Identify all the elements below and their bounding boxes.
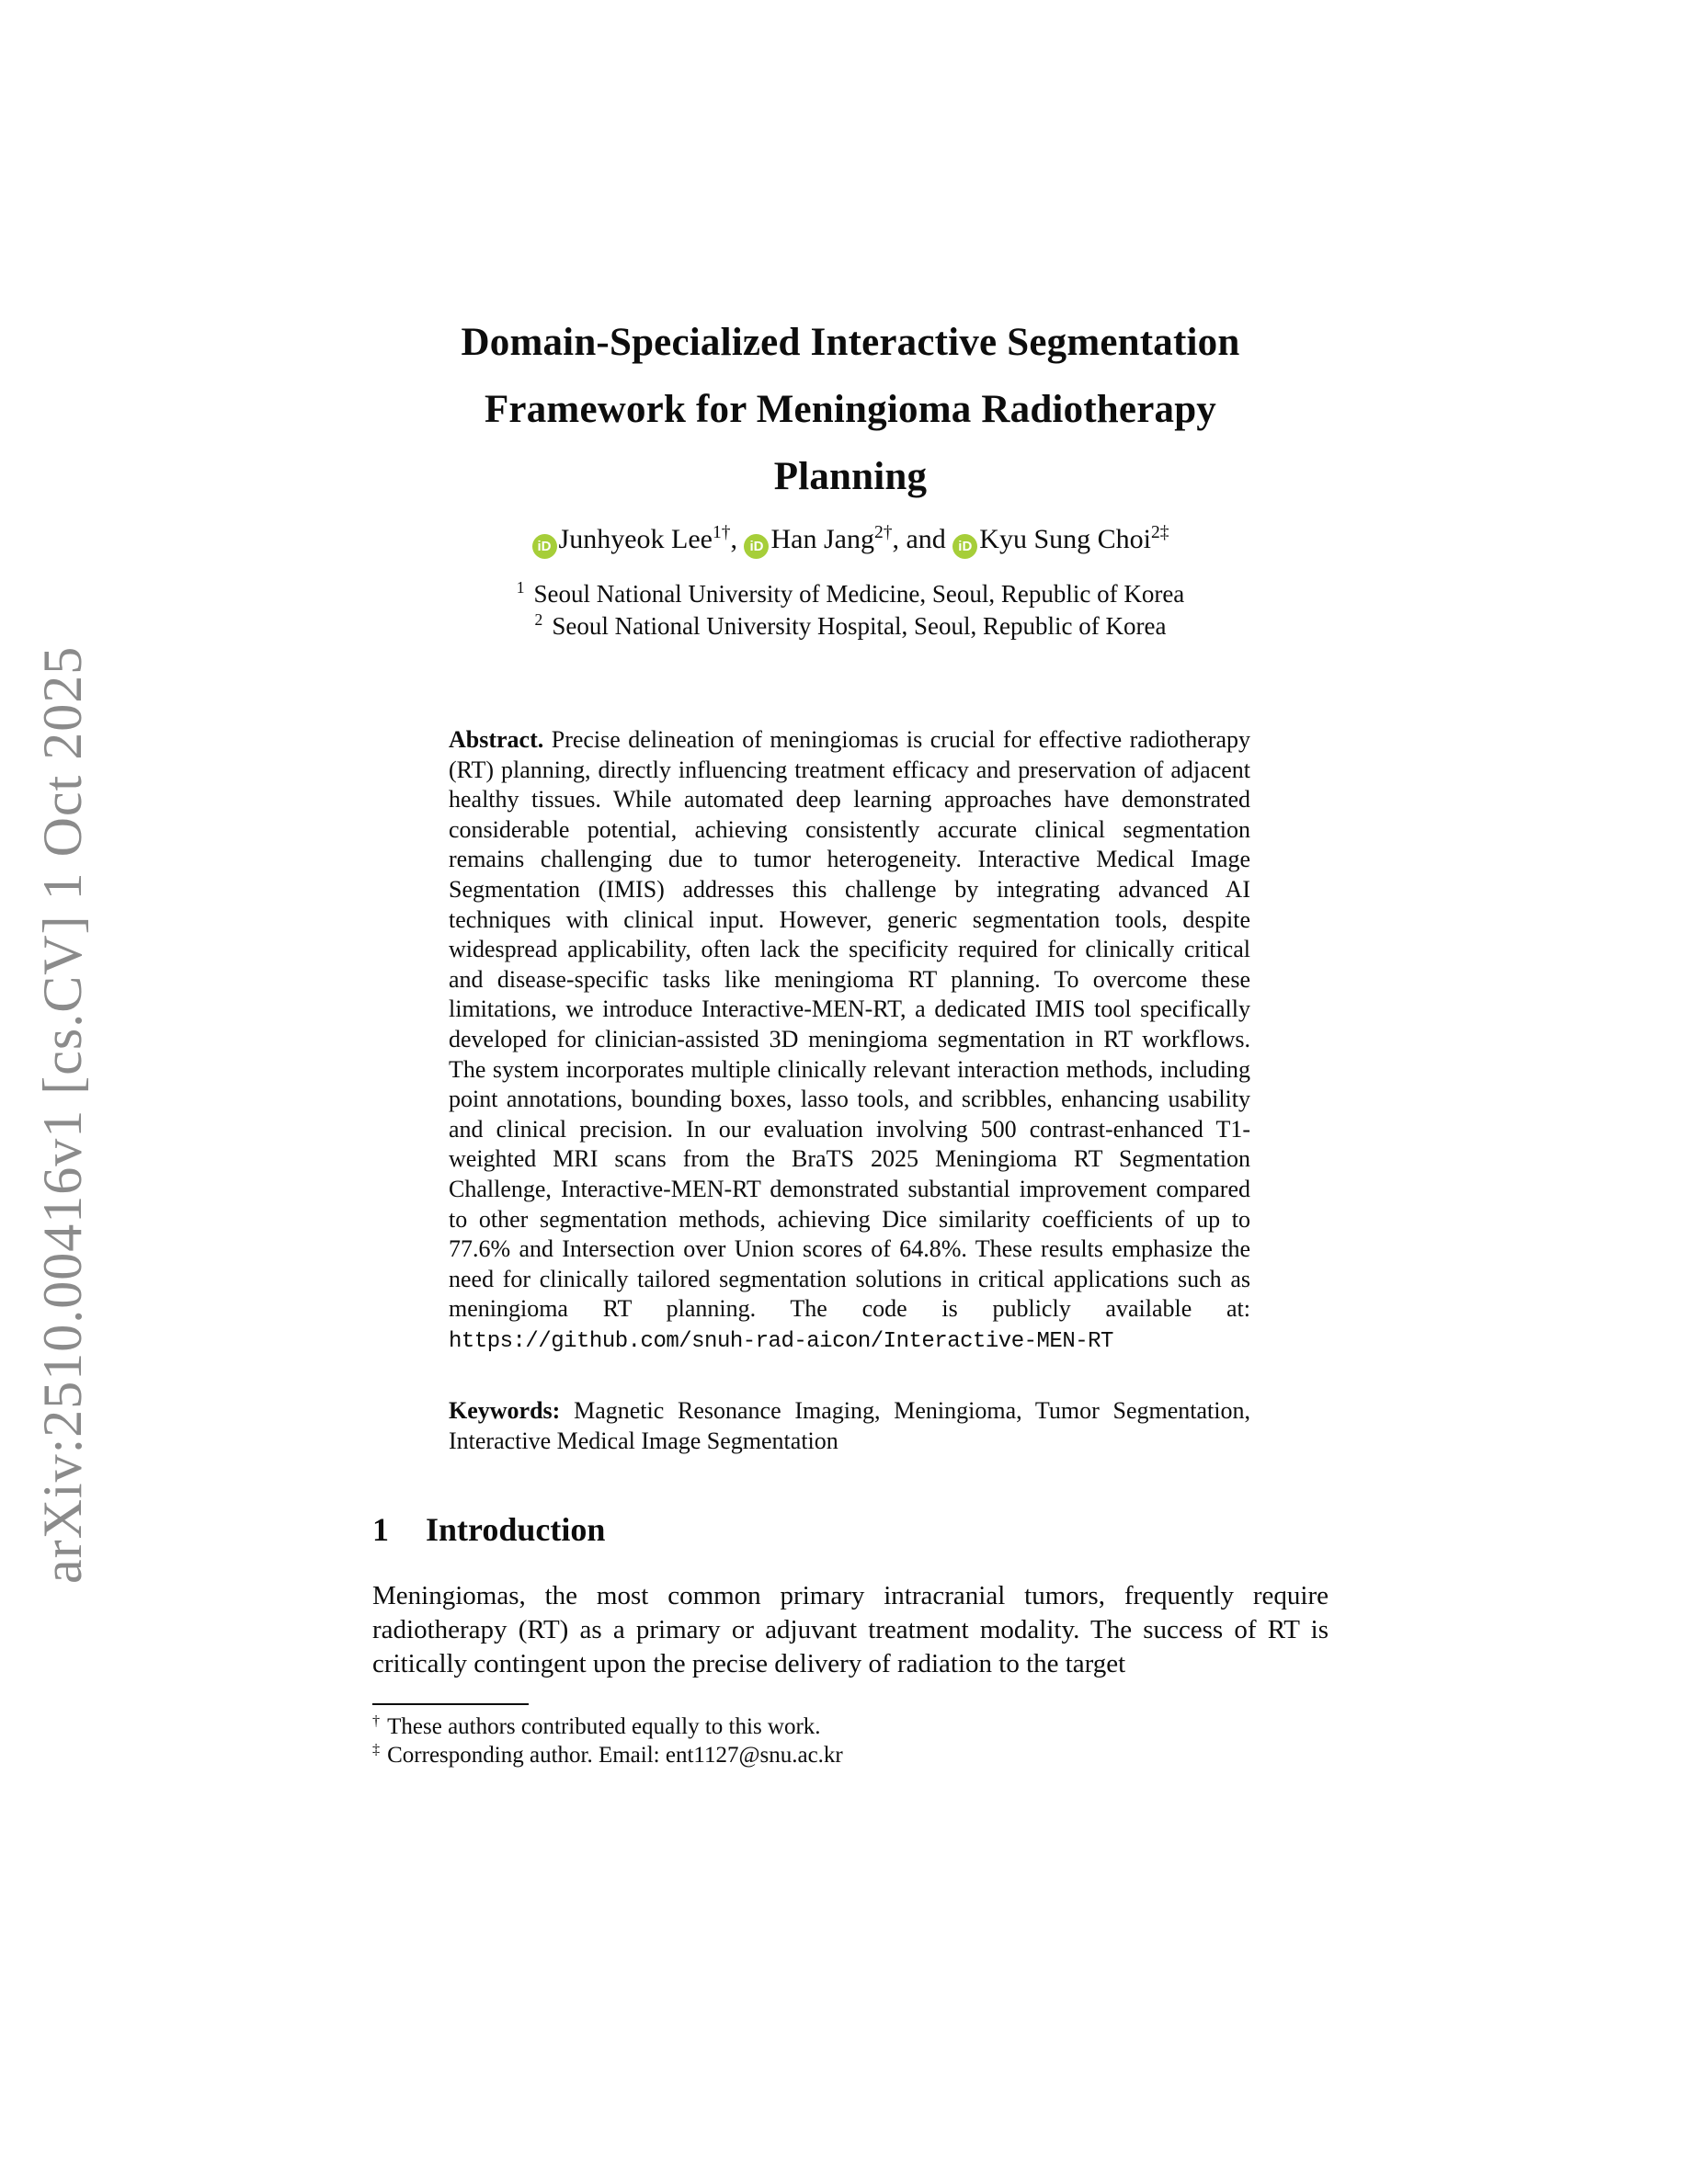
- author-separator: , and: [892, 524, 953, 554]
- author-separator: ,: [730, 524, 745, 554]
- paper-title-line-3: Planning: [773, 455, 928, 498]
- footnote-corresponding-author: [372, 1741, 1329, 1769]
- author-name: Kyu Sung Choi: [979, 524, 1151, 554]
- abstract: [449, 725, 1250, 1357]
- author-affiliation-mark: 1†: [712, 523, 731, 542]
- paper-title-line-1: Domain-Specialized Interactive Segmentation: [461, 321, 1240, 364]
- orcid-icon[interactable]: iD: [952, 534, 977, 559]
- affiliation-2: [372, 610, 1329, 643]
- footnote-text: Corresponding author. Email: ent1127@snu.ac.kr: [387, 1743, 843, 1769]
- orcid-icon[interactable]: iD: [532, 534, 557, 559]
- section-title: Introduction: [426, 1511, 606, 1549]
- paper-title: [372, 309, 1329, 510]
- footnotes: [372, 1712, 1329, 1769]
- keywords: [449, 1395, 1250, 1456]
- abstract-text: Precise delineation of meningiomas is crucial for effective radiotherapy (RT) planning, directly influencing treatment efficacy and preservation of adjacent healthy tissues. While automated deep learning approaches have demonstrated considerable potential, achieving consistently accurate clinical segmentation remains challenging due to tumor heterogeneity. Interactive Medical Image Segmentation (IMIS) addresses this challenge by integrating advanced AI techniques with clinical input. However, generic segmentation tools, despite widespread applicability, often lack the specificity required for clinically critical and disease-specific tasks like meningioma RT planning. To overcome these limitations, we introduce Interactive-MEN-RT, a dedicated IMIS tool specifically developed for clinician-assisted 3D meningioma segmentation in RT workflows. The system incorporates multiple clinically relevant interaction methods, including point annotations, bounding boxes, lasso tools, and scribbles, enhancing usability and clinical precision. In our evaluation involving 500 contrast-enhanced T1-weighted MRI scans from the BraTS 2025 Meningioma RT Segmentation Challenge, Interactive-MEN-RT demonstrated substantial improvement compared to other segmentation methods, achieving Dice similarity coefficients of up to 77.6% and Intersection over Union scores of 64.8%. These results emphasize the need for clinically tailored segmentation solutions in critical applications such as meningioma RT planning. The code is publicly available at:: [449, 726, 1250, 1323]
- affiliation-number: 2: [534, 610, 543, 629]
- abstract-label: Abstract.: [449, 726, 544, 753]
- keywords-text: Magnetic Resonance Imaging, Meningioma, Tumor Segmentation, Interactive Medical Image Segmentation: [449, 1397, 1250, 1455]
- footnote-marker: †: [372, 1712, 381, 1730]
- author-name: Han Jang: [770, 524, 874, 554]
- author-affiliation-mark: 2†: [873, 523, 893, 542]
- code-repository-link[interactable]: https://github.com/snuh-rad-aicon/Interactive-MEN-RT: [449, 1328, 1113, 1354]
- section-number: 1: [372, 1511, 389, 1549]
- orcid-icon[interactable]: iD: [744, 534, 769, 559]
- author-line: [372, 519, 1329, 560]
- affiliation-1: [372, 578, 1329, 610]
- keywords-label: Keywords:: [449, 1397, 561, 1425]
- footnote-equal-contribution: [372, 1712, 1329, 1741]
- footnote-text: These authors contributed equally to this work.: [387, 1714, 821, 1740]
- introduction-paragraph: Meningiomas, the most common primary intracranial tumors, frequently require radiotherapy (RT) as a primary or adjuvant treatment modality. The success of RT is critically contingent upon the precise delivery of radiation to the target: [372, 1581, 1329, 1679]
- footnote-marker: ‡: [372, 1741, 381, 1758]
- affiliation-text: Seoul National University Hospital, Seoul, Republic of Korea: [552, 612, 1167, 640]
- author-name: Junhyeok Lee: [558, 524, 713, 554]
- affiliations: [372, 578, 1329, 643]
- paper-title-line-2: Framework for Meningioma Radiotherapy: [484, 388, 1217, 431]
- page-content: [372, 0, 1329, 1769]
- footnote-rule: [372, 1703, 529, 1705]
- arxiv-stamp: arXiv:2510.00416v1 [cs.CV] 1 Oct 2025: [32, 645, 93, 1584]
- affiliation-number: 1: [516, 578, 525, 597]
- affiliation-text: Seoul National University of Medicine, Seoul, Republic of Korea: [533, 580, 1185, 608]
- section-heading-introduction: [372, 1509, 1329, 1550]
- author-affiliation-mark: 2‡: [1150, 523, 1169, 542]
